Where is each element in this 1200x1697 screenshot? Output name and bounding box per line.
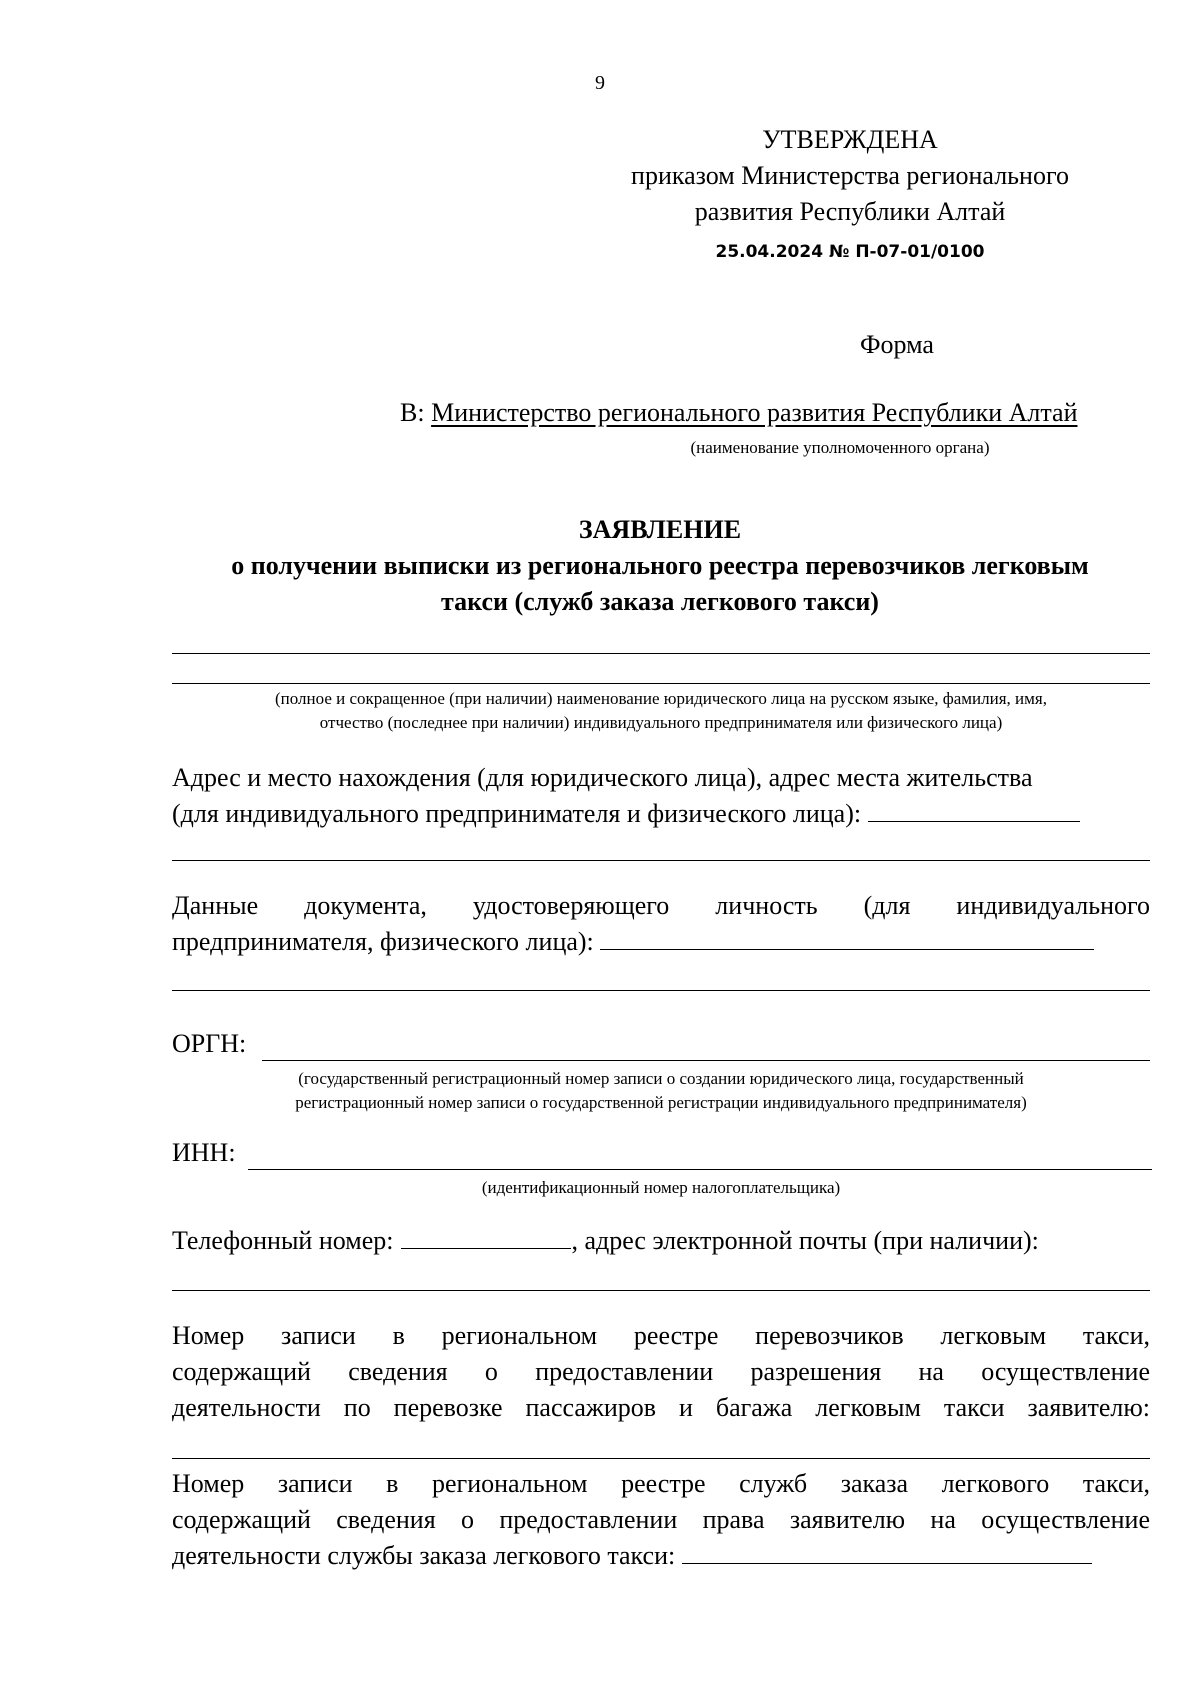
ogrn-caption-line-1: (государственный регистрационный номер записи о создании юридического лица, государственный <box>298 1069 1024 1088</box>
service-record-line-3: деятельности службы заказа легкового такси: <box>172 1538 1150 1574</box>
applicant-caption-line-2: отчество (последнее при наличии) индивидуального предпринимателя или физического лица) <box>319 713 1003 732</box>
approval-date-number: 25.04.2024 № П-07-01/0100 <box>715 242 985 262</box>
taxi-record-line-1: Номер записи в региональном реестре перевозчиков легковым такси, <box>172 1321 1150 1350</box>
address-line-2: (для индивидуального предпринимателя и физического лица): <box>172 796 1150 832</box>
email-label: , адрес электронной почты (при наличии): <box>571 1226 1039 1255</box>
taxi-record-line-3: деятельности по перевозке пассажиров и багажа легковым такси заявителю: <box>172 1393 1150 1422</box>
taxi-record-paragraph <box>172 1318 1150 1426</box>
identity-field[interactable] <box>600 927 1094 950</box>
title-sub-2: такси (служб заказа легкового такси) <box>441 587 879 616</box>
service-record-line-2: содержащий сведения о предоставлении права заявителю на осуществление <box>172 1505 1150 1534</box>
address-line-1: Адрес и место нахождения (для юридического лица), адрес места жительства <box>172 763 1033 792</box>
approval-heading: УТВЕРЖДЕНА <box>762 125 938 154</box>
form-label: Форма <box>860 330 934 359</box>
taxi-record-field[interactable] <box>172 1458 1150 1459</box>
phone-field[interactable] <box>401 1226 571 1249</box>
address-line-extra[interactable] <box>172 860 1150 861</box>
recipient-name: Министерство регионального развития Республики Алтай <box>431 398 1078 427</box>
title-main: ЗАЯВЛЕНИЕ <box>578 515 742 544</box>
address-paragraph <box>172 760 1150 832</box>
applicant-caption-line-1: (полное и сокращенное (при наличии) наименование юридического лица на русском языке, фамилия, имя, <box>275 689 1047 708</box>
inn-row <box>172 1138 236 1168</box>
identity-line-extra[interactable] <box>172 990 1150 991</box>
phone-label: Телефонный номер: <box>172 1226 394 1255</box>
applicant-caption <box>172 687 1150 735</box>
address-field[interactable] <box>868 799 1080 822</box>
identity-line-2: предпринимателя, физического лица): <box>172 924 1150 960</box>
inn-label: ИНН: <box>172 1138 236 1167</box>
approval-line-1: приказом Министерства регионального <box>631 161 1069 190</box>
taxi-record-line-2: содержащий сведения о предоставлении разрешения на осуществление <box>172 1357 1150 1386</box>
recipient-line <box>400 398 1150 428</box>
contacts-row <box>172 1226 1039 1256</box>
document-title <box>170 512 1150 620</box>
ogrn-label: ОРГН: <box>172 1029 247 1058</box>
recipient-prefix: В: <box>400 398 425 427</box>
applicant-name-line-1[interactable] <box>172 653 1150 654</box>
recipient-caption: (наименование уполномоченного органа) <box>690 438 990 457</box>
ogrn-caption <box>172 1067 1150 1115</box>
service-record-line-1: Номер записи в региональном реестре служб заказа легкового такси, <box>172 1469 1150 1498</box>
ogrn-row <box>172 1029 246 1059</box>
approval-block <box>560 122 1140 264</box>
applicant-name-line-2[interactable] <box>172 683 1150 684</box>
inn-caption: (идентификационный номер налогоплательщика) <box>481 1178 841 1197</box>
email-field[interactable] <box>172 1290 1150 1291</box>
inn-field[interactable] <box>248 1169 1152 1170</box>
identity-line-1: Данные документа, удостоверяющего личность (для индивидуального <box>172 891 1150 920</box>
approval-line-2: развития Республики Алтай <box>694 197 1006 226</box>
identity-paragraph <box>172 888 1150 960</box>
ogrn-caption-line-2: регистрационный номер записи о государственной регистрации индивидуального предпринимателя) <box>295 1093 1027 1112</box>
service-record-paragraph <box>172 1466 1150 1574</box>
service-record-field[interactable] <box>682 1541 1092 1564</box>
title-sub-1: о получении выписки из регионального реестра перевозчиков легковым <box>231 551 1089 580</box>
page-number: 9 <box>595 72 605 94</box>
ogrn-field[interactable] <box>262 1060 1150 1061</box>
